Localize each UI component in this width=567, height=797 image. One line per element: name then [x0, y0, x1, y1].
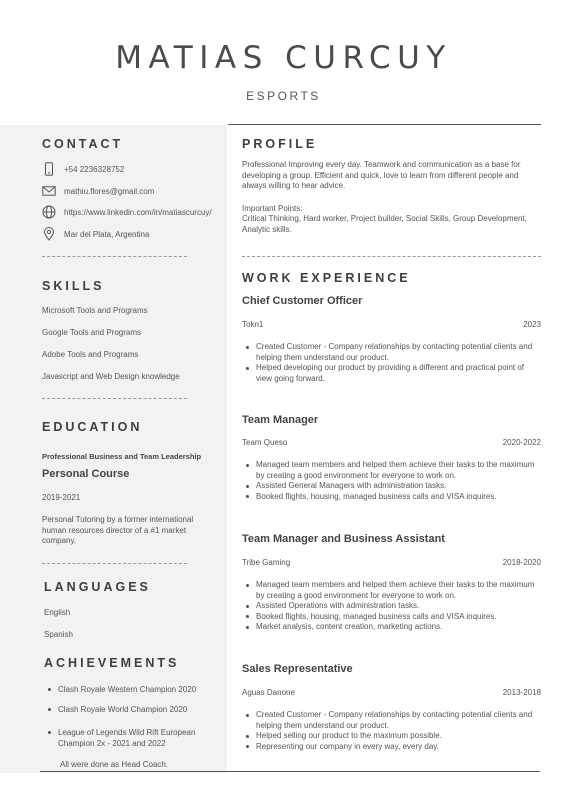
job-title: Chief Customer Officer [242, 295, 363, 307]
education-subtitle: Professional Business and Team Leadership [42, 452, 202, 461]
job-bullet: Booked flights, housing, managed business calls and VISA inquires. [256, 611, 497, 621]
resume-header [0, 0, 567, 125]
job-bullets [246, 460, 538, 502]
job-bullet: Market analysis, content creation, marketing actions. [256, 622, 443, 632]
contact-heading: CONTACT [42, 137, 124, 151]
contact-email[interactable]: mathiu.flores@gmail.com [42, 183, 154, 199]
job-meta [242, 558, 541, 567]
language-item: Spanish [44, 630, 73, 639]
job-years: 2023 [523, 320, 541, 329]
job-company: Tribe Gaming [242, 558, 291, 567]
job-bullet: Representing our company in every way, every day. [256, 741, 439, 751]
skill-item: Javascript and Web Design knowledge [42, 372, 180, 381]
contact-location: Mar del Plata, Argentina [42, 226, 149, 242]
job-title: Sales Representative [242, 663, 353, 675]
job-bullets [246, 580, 538, 633]
profile-points-label: Important Points: [242, 204, 303, 213]
job-bullet: Managed team members and helped them achieve their tasks to the maximum by creating a good environment for everyone to work on. [256, 580, 535, 600]
contact-phone: +54 2236328752 [42, 161, 124, 177]
profile-points-text: Critical Thinking, Hard worker, Project builder, Social Skills, Group Development, Analytic skills. [242, 214, 527, 234]
job-bullet: Booked flights, housing, managed business calls and VISA inquires. [256, 491, 497, 501]
education-years: 2019-2021 [42, 493, 81, 502]
job-title: Team Manager and Business Assistant [242, 533, 445, 545]
job-years: 2018-2020 [502, 558, 541, 567]
person-name: MATIAS CURCUY [115, 40, 452, 76]
skill-item: Adobe Tools and Programs [42, 350, 139, 359]
job-meta [242, 688, 541, 697]
achievements-heading: ACHIEVEMENTS [44, 656, 180, 670]
job-title: Team Manager [242, 414, 319, 426]
job-bullets [246, 710, 538, 752]
job-bullet: Assisted Operations with administration tasks. [256, 601, 420, 611]
contact-website[interactable]: https://www.linkedin.com/in/matiascurcuy/ [42, 204, 212, 220]
job-company: Tokn1 [242, 320, 264, 329]
languages-heading: LANGUAGES [44, 580, 151, 594]
job-meta [242, 438, 541, 447]
sidebar-divider [42, 256, 187, 257]
skill-item: Google Tools and Programs [42, 328, 142, 337]
globe-icon [42, 205, 56, 219]
phone-icon [42, 162, 56, 176]
work-heading: WORK EXPERIENCE [242, 271, 411, 285]
profile-text: Professional Improving every day. Teamwork and communication as a base for developing a group. Efficient and quick, love to learn from different people and always willing to hear advice. [242, 160, 521, 191]
person-role: ESPORTS [246, 89, 321, 103]
envelope-icon [42, 184, 56, 198]
job-bullet: Assisted General Managers with administration tasks. [256, 481, 447, 491]
job-years: 2020-2022 [502, 438, 541, 447]
job-bullet: Created Customer - Company relationships by contacting potential clients and helping them understand our product. [256, 342, 533, 362]
job-bullet: Managed team members and helped them achieve their tasks to the maximum by creating a good environment for everyone to work on. [256, 460, 535, 480]
skill-item: Microsoft Tools and Programs [42, 306, 148, 315]
header-rule [228, 124, 541, 125]
education-heading: EDUCATION [42, 420, 143, 434]
footer-rule [40, 771, 540, 772]
sidebar [0, 125, 227, 773]
sidebar-divider [42, 398, 187, 399]
job-company: Team Queso [242, 438, 288, 447]
profile-heading: PROFILE [242, 137, 318, 151]
achievements-note: All were done as Head Coach. [60, 760, 169, 769]
job-bullet: Helped selling our product to the maximum possible. [256, 731, 442, 741]
job-company: Aguas Danone [242, 688, 295, 697]
language-item: English [44, 608, 71, 617]
sidebar-divider [42, 563, 187, 564]
job-years: 2013-2018 [502, 688, 541, 697]
skills-heading: SKILLS [42, 279, 105, 293]
job-bullet: Created Customer - Company relationships by contacting potential clients and helping them understand our product. [256, 710, 533, 730]
education-title: Personal Course [42, 468, 130, 480]
job-bullet: Helped developing our product by providing a different and practical point of view going forward. [256, 363, 525, 383]
job-bullets [246, 342, 538, 384]
main-divider [242, 256, 541, 257]
map-pin-icon [42, 227, 56, 241]
education-description: Personal Tutoring by a former international human resources director of a #1 market company. [42, 515, 194, 545]
job-meta [242, 320, 541, 329]
